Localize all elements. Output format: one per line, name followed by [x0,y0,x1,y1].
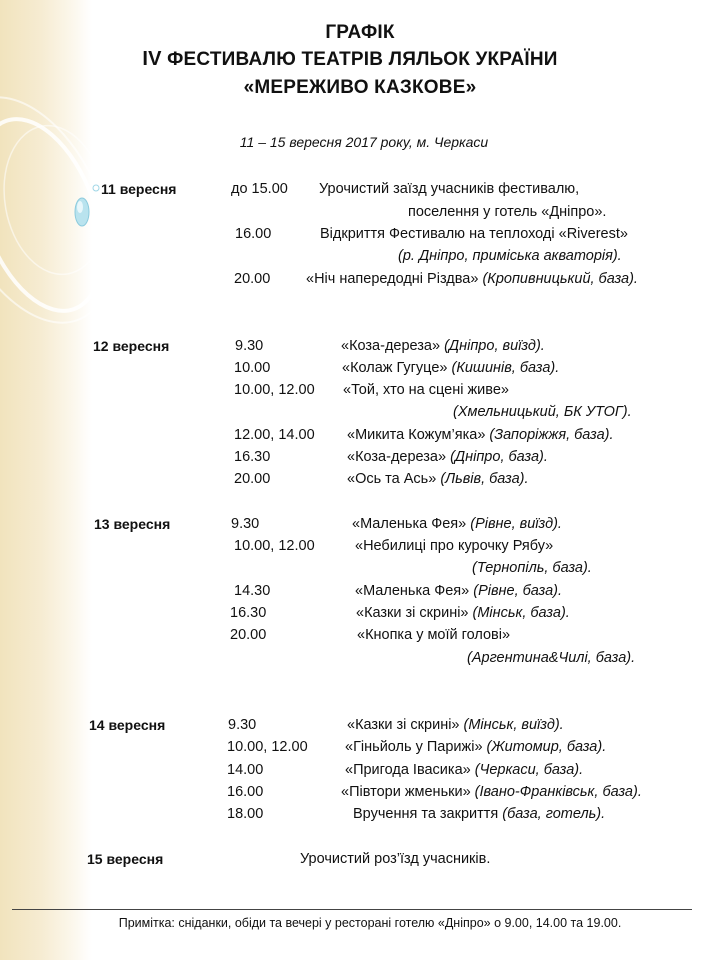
event-title-text: «Гіньйоль у Парижі» [345,739,487,755]
festival-number: IV [142,48,162,70]
event-time: до 15.00 [231,181,288,197]
event-title-end: » [619,226,628,242]
event-title-text: Вручення та закриття [353,806,503,822]
event-time: 16.30 [234,449,271,465]
event-note: (база, готель). [502,806,606,822]
day-label: 15 вересня [87,851,164,867]
event-note: (р. Дніпро, приміська акваторія). [398,248,622,264]
event-title-text: «Коза-дереза» [347,449,451,465]
event-time: 20.00 [234,471,271,487]
event-note: (Львів, база). [440,471,529,487]
footer-divider [12,909,692,910]
event-title-text: «Казки зі скрині» [356,605,473,621]
event-note: (Мінськ, база). [472,605,570,621]
event-title [320,226,628,242]
event-title [306,271,638,287]
event-note: (Дніпро, виїзд). [444,338,545,354]
festival-name: ФЕСТИВАЛЮ ТЕАТРІВ ЛЯЛЬОК УКРАЇНИ [167,49,558,70]
event-time: 12.00, 14.00 [234,427,315,443]
event-title [345,762,583,778]
event-title [341,784,642,800]
event-time: 20.00 [230,627,267,643]
event-title [356,605,570,621]
event-time: 10.00, 12.00 [234,382,315,398]
footer-note: Примітка: сніданки, обіди та вечері у ресторані готелю «Дніпро» о 9.00, 14.00 та 19.00. [118,916,622,930]
event-title [347,427,614,443]
event-title-text: «Микита Кожум’яка» [347,427,490,443]
event-time: 9.30 [235,338,264,354]
event-title [347,471,529,487]
event-time: 20.00 [234,271,271,287]
event-note: (Кишинів, база). [451,360,560,376]
event-note: (Тернопіль, база). [472,560,592,576]
event-title-text: «Півтори жменьки» [341,784,475,800]
day-label: 12 вересня [93,338,170,354]
event-title [352,516,562,532]
event-title-text: «Казки зі скрині» [347,717,464,733]
boat-name: Riverest [566,226,620,242]
event-title: «Кнопка у моїй голові» [357,627,511,643]
event-time: 16.30 [230,605,267,621]
event-title [341,338,545,354]
day-label: 14 вересня [89,717,166,733]
event-note: (Дніпро, база). [450,449,548,465]
page-title: ГРАФІК [325,22,395,43]
event-title-text: «Коза-дереза» [341,338,445,354]
event-note: (Рівне, база). [473,583,563,599]
event-title [355,583,562,599]
festival-motto: «МЕРЕЖИВО КАЗКОВЕ» [243,77,477,98]
event-note: (Черкаси, база). [474,762,584,778]
event-title-text: Відкриття Фестивалю на теплоході « [320,226,567,242]
event-note: (Івано-Франківськ, база). [474,784,642,800]
event-note: (Хмельницький, БК УТОГ). [453,404,632,420]
event-title: Урочистий заїзд учасників фестивалю, [319,181,580,197]
event-title-text: «Колаж Гугуце» [342,360,452,376]
event-title-cont: поселення у готель «Дніпро». [408,204,607,220]
event-time: 14.00 [227,762,264,778]
event-time: 16.00 [235,226,272,242]
event-time: 10.00 [234,360,271,376]
festival-dates: 11 – 15 вересня 2017 року, м. Черкаси [239,134,489,150]
event-note: (Запоріжжя, база). [489,427,614,443]
event-title [347,449,548,465]
event-note: (Кропивницький, база). [482,271,638,287]
event-title: «Небилиці про курочку Рябу» [355,538,554,554]
event-note: (Житомир, база). [486,739,607,755]
event-note: (Аргентина&Чилі, база). [467,650,636,666]
event-title: Урочистий роз’їзд учасників. [300,851,491,867]
event-time: 9.30 [228,717,257,733]
event-time: 9.30 [231,516,260,532]
event-time: 10.00, 12.00 [234,538,315,554]
event-title-text: «Маленька Фея» [352,516,471,532]
event-title: «Той, хто на сцені живе» [343,382,509,398]
event-title-text: «Маленька Фея» [355,583,474,599]
event-time: 18.00 [227,806,264,822]
event-time: 10.00, 12.00 [227,739,308,755]
event-title-text: «Ніч напередодні Різдва» [306,271,483,287]
event-title [342,360,559,376]
festival-title [0,48,710,71]
event-title [347,717,564,733]
day-label: 11 вересня [101,181,177,197]
event-note: (Мінськ, виїзд). [463,717,564,733]
event-time: 16.00 [227,784,264,800]
event-note: (Рівне, виїзд). [470,516,562,532]
event-title-text: «Ось та Ась» [347,471,441,487]
event-title-text: «Пригода Івасика» [345,762,475,778]
event-title [353,806,605,822]
event-title [345,739,606,755]
day-label: 13 вересня [94,516,171,532]
event-time: 14.30 [234,583,271,599]
